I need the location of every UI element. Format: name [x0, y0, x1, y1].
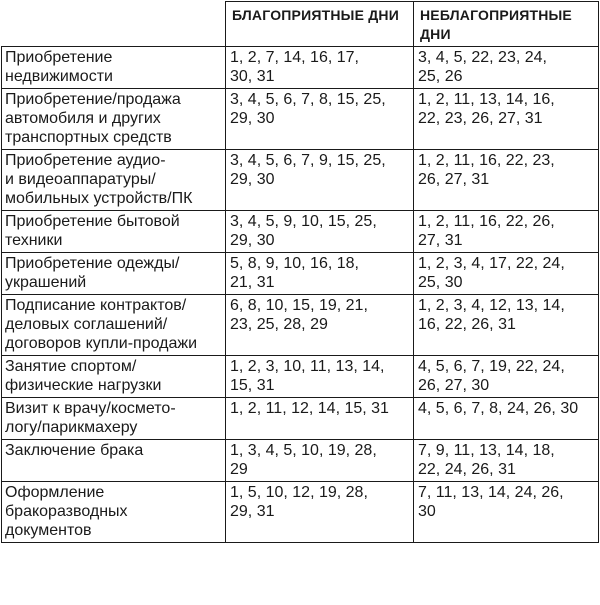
unfavorable-days-cell: [414, 211, 599, 253]
header-row: [2, 2, 599, 47]
unfavorable-days-text-line: 26, 27, 30: [418, 377, 490, 394]
unfavorable-days-text-line: 1, 2, 3, 4, 12, 13, 14,: [418, 297, 565, 314]
table-row: [2, 47, 599, 89]
table-row: [2, 482, 599, 543]
activity-text-line: Занятие спортом/: [5, 358, 137, 375]
activity-text-line: Заключение брака: [5, 442, 144, 459]
unfavorable-days-cell: [414, 398, 599, 440]
activity-text-line: Подписание контрактов/: [5, 297, 187, 314]
favorable-days-text-line: 15, 31: [230, 377, 275, 394]
activity-text-line: Визит к врачу/космето-: [5, 400, 176, 417]
unfavorable-days-text-line: 22, 23, 26, 27, 31: [418, 110, 543, 127]
unfavorable-days-text-line: 26, 27, 31: [418, 171, 490, 188]
favorable-days-text-line: 1, 2, 11, 12, 14, 15, 31: [230, 400, 389, 417]
favorable-days-text-line: 3, 4, 5, 6, 7, 9, 15, 25,: [230, 152, 386, 169]
table-row: [2, 89, 599, 150]
activity-cell: [2, 482, 226, 543]
unfavorable-days-text-line: 7, 9, 11, 13, 14, 18,: [418, 442, 555, 459]
favorable-days-text-line: 1, 5, 10, 12, 19, 28,: [230, 484, 368, 501]
favorable-days-cell: [226, 211, 414, 253]
favorable-days-text-line: 1, 2, 3, 10, 11, 13, 14,: [230, 358, 385, 375]
activity-text-line: бракоразводных: [5, 503, 128, 520]
activity-text-line: Приобретение аудио-: [5, 152, 166, 169]
calendar-table: [1, 1, 599, 543]
activity-text-line: физические нагрузки: [5, 377, 162, 394]
activity-cell: [2, 89, 226, 150]
activity-text-line: автомобиля и других: [5, 110, 161, 127]
activity-text-line: недвижимости: [5, 68, 113, 85]
activity-text-line: Оформление: [5, 484, 105, 501]
favorable-days-text-line: 29, 30: [230, 171, 275, 188]
header-blank-cell: [2, 2, 226, 47]
unfavorable-days-text-line: 3, 4, 5, 22, 23, 24,: [418, 49, 547, 66]
favorable-days-text-line: 29, 30: [230, 110, 275, 127]
activity-text-line: договоров купли-продажи: [5, 335, 198, 352]
activity-cell: [2, 253, 226, 295]
activity-text-line: транспортных средств: [5, 129, 172, 146]
unfavorable-days-cell: [414, 295, 599, 356]
favorable-days-cell: [226, 398, 414, 440]
unfavorable-days-text-line: 1, 2, 11, 13, 14, 16,: [418, 91, 555, 108]
favorable-days-text-line: 3, 4, 5, 9, 10, 15, 25,: [230, 213, 377, 230]
table-row: [2, 440, 599, 482]
activity-cell: [2, 47, 226, 89]
activity-cell: [2, 295, 226, 356]
unfavorable-days-text-line: 1, 2, 11, 16, 22, 26,: [418, 213, 555, 230]
activity-text-line: мобильных устройств/ПК: [5, 190, 193, 207]
unfavorable-days-cell: [414, 253, 599, 295]
activity-text-line: документов: [5, 522, 92, 539]
table-row: [2, 356, 599, 398]
activity-text-line: деловых соглашений/: [5, 316, 168, 333]
activity-cell: [2, 356, 226, 398]
favorable-days-cell: [226, 150, 414, 211]
favorable-days-cell: [226, 253, 414, 295]
activity-text-line: техники: [5, 232, 63, 249]
activity-cell: [2, 440, 226, 482]
favorable-days-cell: [226, 440, 414, 482]
unfavorable-days-cell: [414, 482, 599, 543]
favorable-days-header: БЛАГОПРИЯТНЫЕ ДНИ: [226, 2, 414, 47]
unfavorable-days-cell: [414, 356, 599, 398]
unfavorable-days-text-line: 27, 31: [418, 232, 463, 249]
unfavorable-days-cell: [414, 47, 599, 89]
table-row: [2, 295, 599, 356]
favorable-days-text-line: 30, 31: [230, 68, 275, 85]
favorable-days-cell: [226, 356, 414, 398]
unfavorable-days-text-line: 25, 30: [418, 274, 463, 291]
favorable-days-text-line: 29, 30: [230, 232, 275, 249]
unfavorable-days-header: НЕБЛАГОПРИЯТНЫЕ ДНИ: [414, 2, 599, 47]
favorable-days-text-line: 1, 3, 4, 5, 10, 19, 28,: [230, 442, 377, 459]
activity-cell: [2, 150, 226, 211]
favorable-days-text-line: 29, 31: [230, 503, 275, 520]
activity-cell: [2, 398, 226, 440]
unfavorable-days-text-line: 25, 26: [418, 68, 463, 85]
activity-text-line: Приобретение/продажа: [5, 91, 181, 108]
unfavorable-days-text-line: 22, 24, 26, 31: [418, 461, 516, 478]
activity-text-line: Приобретение: [5, 49, 113, 66]
favorable-days-text-line: 21, 31: [230, 274, 275, 291]
favorable-days-text-line: 1, 2, 7, 14, 16, 17,: [230, 49, 359, 66]
favorable-days-cell: [226, 482, 414, 543]
unfavorable-days-text-line: 1, 2, 3, 4, 17, 22, 24,: [418, 255, 565, 272]
favorable-days-text-line: 5, 8, 9, 10, 16, 18,: [230, 255, 359, 272]
favorable-days-cell: [226, 295, 414, 356]
unfavorable-days-text-line: 16, 22, 26, 31: [418, 316, 516, 333]
table-row: [2, 150, 599, 211]
favorable-days-cell: [226, 89, 414, 150]
favorable-days-text-line: 3, 4, 5, 6, 7, 8, 15, 25,: [230, 91, 386, 108]
activity-text-line: Приобретение одежды/: [5, 255, 180, 272]
table-body: [2, 47, 599, 543]
favorable-days-text-line: 23, 25, 28, 29: [230, 316, 328, 333]
unfavorable-days-cell: [414, 150, 599, 211]
unfavorable-days-text-line: 4, 5, 6, 7, 8, 24, 26, 30: [418, 400, 579, 417]
favorable-days-cell: [226, 47, 414, 89]
table-row: [2, 211, 599, 253]
unfavorable-days-text-line: 1, 2, 11, 16, 22, 23,: [418, 152, 555, 169]
activity-text-line: Приобретение бытовой: [5, 213, 180, 230]
activity-text-line: и видеоаппаратуры/: [5, 171, 156, 188]
unfavorable-days-text-line: 4, 5, 6, 7, 19, 22, 24,: [418, 358, 565, 375]
favorable-days-text-line: 6, 8, 10, 15, 19, 21,: [230, 297, 368, 314]
unfavorable-days-text-line: 30: [418, 503, 436, 520]
unfavorable-days-cell: [414, 440, 599, 482]
table-row: [2, 253, 599, 295]
activity-text-line: украшений: [5, 274, 87, 291]
activity-text-line: логу/парикмахеру: [5, 419, 138, 436]
unfavorable-days-text-line: 7, 11, 13, 14, 24, 26,: [418, 484, 564, 501]
favorable-days-text-line: 29: [230, 461, 248, 478]
table-row: [2, 398, 599, 440]
unfavorable-days-cell: [414, 89, 599, 150]
activity-cell: [2, 211, 226, 253]
